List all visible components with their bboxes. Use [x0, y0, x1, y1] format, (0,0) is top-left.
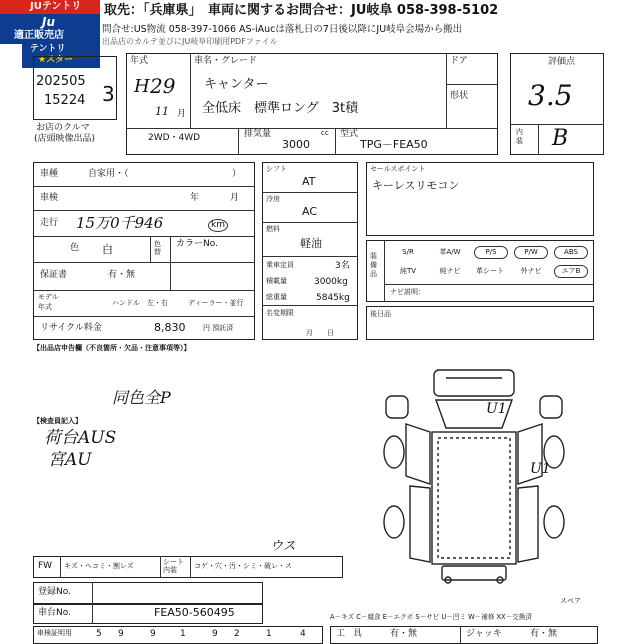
capacity-value: 3名: [335, 261, 350, 271]
cert-label: 車検証明用: [37, 629, 72, 637]
cert-digit-1: 5: [96, 629, 102, 639]
equip-ps: P/S: [474, 246, 508, 259]
jack-label: ジャッキ: [466, 629, 502, 639]
displacement-label: 排気量: [244, 129, 272, 139]
name-label: 車名・グレード: [194, 56, 258, 66]
damage-mark-1: U1: [486, 401, 507, 417]
shift-label: シフト: [266, 165, 287, 173]
damage-legend: A－キズ C－腐食 E－エクボ S－サビ U－凹ミ W－補修 XX－交換済: [330, 613, 532, 621]
tools-row: [330, 626, 598, 644]
handle-label: ハンドル 左・右: [112, 299, 168, 307]
header-line2: 問合せ:US物流 058-397-1066 AS-iAucは落札日の7日後以降にJU岐阜会場から搬出: [102, 24, 463, 35]
header-line3: 出品店のカルテ並びにJU岐阜印刷用PDFファイル: [102, 37, 278, 46]
chassis-label: 車台No.: [38, 608, 71, 618]
rating-label: 評価点: [548, 57, 576, 67]
gross-value: 5845kg: [316, 293, 350, 303]
sales-box: [366, 162, 594, 236]
month-unit: 月: [177, 109, 187, 119]
cert-digit-8: 4: [300, 629, 306, 639]
declaration-label: 【出品店申告欄（不良箇所・欠品・注意事項等）】: [33, 344, 191, 352]
declaration-note: 同色全P: [112, 388, 171, 407]
equip-navi: 純ナビ: [432, 265, 468, 278]
equip-abs: ABS: [554, 246, 588, 259]
tools-label: 工具: [336, 629, 371, 639]
after-items-box: [366, 306, 594, 340]
recycle-value: 8,830: [154, 321, 186, 334]
model-label: 型式: [340, 129, 359, 139]
equip-ext-navi: 外ナビ: [514, 265, 548, 278]
load-label: 積載量: [266, 277, 287, 285]
dealer-text: 適正販売店: [14, 30, 64, 41]
vehicle-name: キャンター: [204, 77, 269, 92]
cert-digit-5: 9: [212, 629, 218, 639]
rating-score: 3.5: [528, 79, 573, 112]
interior-label: 内装: [516, 128, 523, 146]
fw-text: キズ・ヘコミ・割レズ: [64, 562, 134, 570]
logo-star-text2: ★スター: [38, 55, 74, 65]
type-value: 自家用・（: [88, 169, 129, 179]
after-items-label: 後日品: [370, 310, 391, 318]
cert-digit-7: 1: [266, 629, 272, 639]
vehicle-grade: 全低床 標準ロング 3t積: [202, 101, 359, 116]
change-unit: 月日: [306, 329, 348, 337]
fuel-value: 軽油: [300, 237, 322, 250]
mileage-label: 走行: [40, 218, 59, 228]
hand-mark: ウス: [270, 539, 296, 554]
inspection-month: 月: [230, 193, 240, 203]
color-code-label: 色替: [154, 240, 161, 257]
cert-row: [33, 626, 323, 644]
recycle-label: リサイクル料金: [40, 323, 102, 333]
load-value: 3000kg: [314, 277, 348, 287]
cc-unit: cc: [321, 129, 329, 137]
logo-star-text: テントリ: [30, 44, 66, 54]
year-era: H: [134, 76, 150, 97]
gross-label: 総重量: [266, 293, 287, 301]
logo-badge: [0, 0, 100, 65]
interior-grade: B: [552, 126, 569, 151]
equip-tv: 純TV: [390, 265, 426, 278]
fw-label: FW: [38, 561, 53, 571]
inspector-note2: 宮AU: [48, 450, 92, 470]
km-unit: km: [208, 219, 228, 232]
color-no-label: カラーNo.: [176, 239, 218, 249]
seat-text: コゲ・穴・汚・シミ・破レ・ス: [194, 562, 292, 570]
door-label: ドア: [450, 56, 468, 66]
equip-leather-aw: 革A/W: [432, 246, 468, 259]
cert-digit-3: 9: [150, 629, 156, 639]
type-label: 車種: [40, 169, 59, 179]
capacity-label: 乗車定員: [266, 261, 294, 269]
logo-top-text: JUテントリ: [30, 1, 82, 12]
change-label: 名変期限: [266, 309, 294, 317]
shape-label: 形状: [450, 91, 469, 101]
dealer-label: ディーラー・並行: [188, 299, 244, 307]
model: TPG－FEA50: [360, 138, 428, 151]
inspector-label: 【検査員記入】: [33, 417, 82, 425]
shift-value: AT: [302, 175, 316, 188]
inspection-label: 車検: [40, 193, 59, 203]
month: 11: [155, 105, 169, 118]
warranty-label: 保証書: [40, 270, 68, 280]
lot-date: 202505: [36, 74, 86, 89]
color-label: 色: [70, 243, 80, 253]
displacement: 3000: [282, 138, 310, 151]
chassis-value: FEA50-560495: [154, 606, 235, 619]
damage-mark-2: U1: [530, 461, 551, 477]
drive: 2WD・4WD: [148, 133, 201, 143]
header-line1: 取先：「兵庫県」 車両に関するお問合せ：JU岐阜 058-398-5102: [104, 3, 499, 18]
mileage-value: 15万0千946: [76, 214, 164, 232]
spare-label: スペア: [560, 597, 581, 605]
cert-digit-2: 9: [118, 629, 124, 639]
inspector-note1: 荷台AUS: [44, 428, 117, 448]
logo-ju-text: Ju: [42, 15, 56, 29]
equip-seat: 革シート: [472, 265, 508, 278]
equip-sr: S/R: [390, 246, 426, 259]
inspection-year: 年: [190, 193, 200, 203]
sales-points-label: セールスポイント: [370, 165, 426, 173]
ac-value: AC: [302, 205, 318, 218]
lot-caption1: お店のクルマ: [36, 123, 90, 133]
ac-label: 冷房: [266, 195, 280, 203]
model-year-sub: 年式: [38, 303, 52, 311]
model-year-label: モデル: [38, 293, 59, 301]
jack-value: 有・無: [530, 629, 558, 639]
recycle-unit: 円 預託済: [203, 324, 234, 332]
sales-points-value: キーレスリモコン: [372, 179, 460, 192]
lot-caption2: (店頭映像出品): [34, 134, 96, 144]
reg-label: 登録No.: [38, 587, 71, 597]
tools-value: 有・無: [390, 629, 418, 639]
lot-number: 15224: [44, 93, 86, 108]
lot-digit: 3: [102, 82, 115, 106]
warranty-value: 有・無: [108, 270, 136, 280]
navi-label: ナビ説明：: [390, 288, 425, 296]
seat-label: シート内装: [163, 558, 184, 575]
equip-pw: P/W: [514, 246, 548, 259]
year-label: 年式: [130, 56, 149, 66]
cert-digit-4: 1: [180, 629, 186, 639]
equipment-label: 装備品: [370, 252, 377, 278]
color-value: 白: [102, 243, 113, 256]
year-num: 29: [150, 74, 176, 98]
cert-digit-6: 2: [234, 629, 240, 639]
type-close: ）: [232, 169, 242, 179]
fuel-label: 燃料: [266, 225, 280, 233]
equip-airbag: エアB: [554, 265, 588, 278]
details-box: [33, 162, 255, 340]
